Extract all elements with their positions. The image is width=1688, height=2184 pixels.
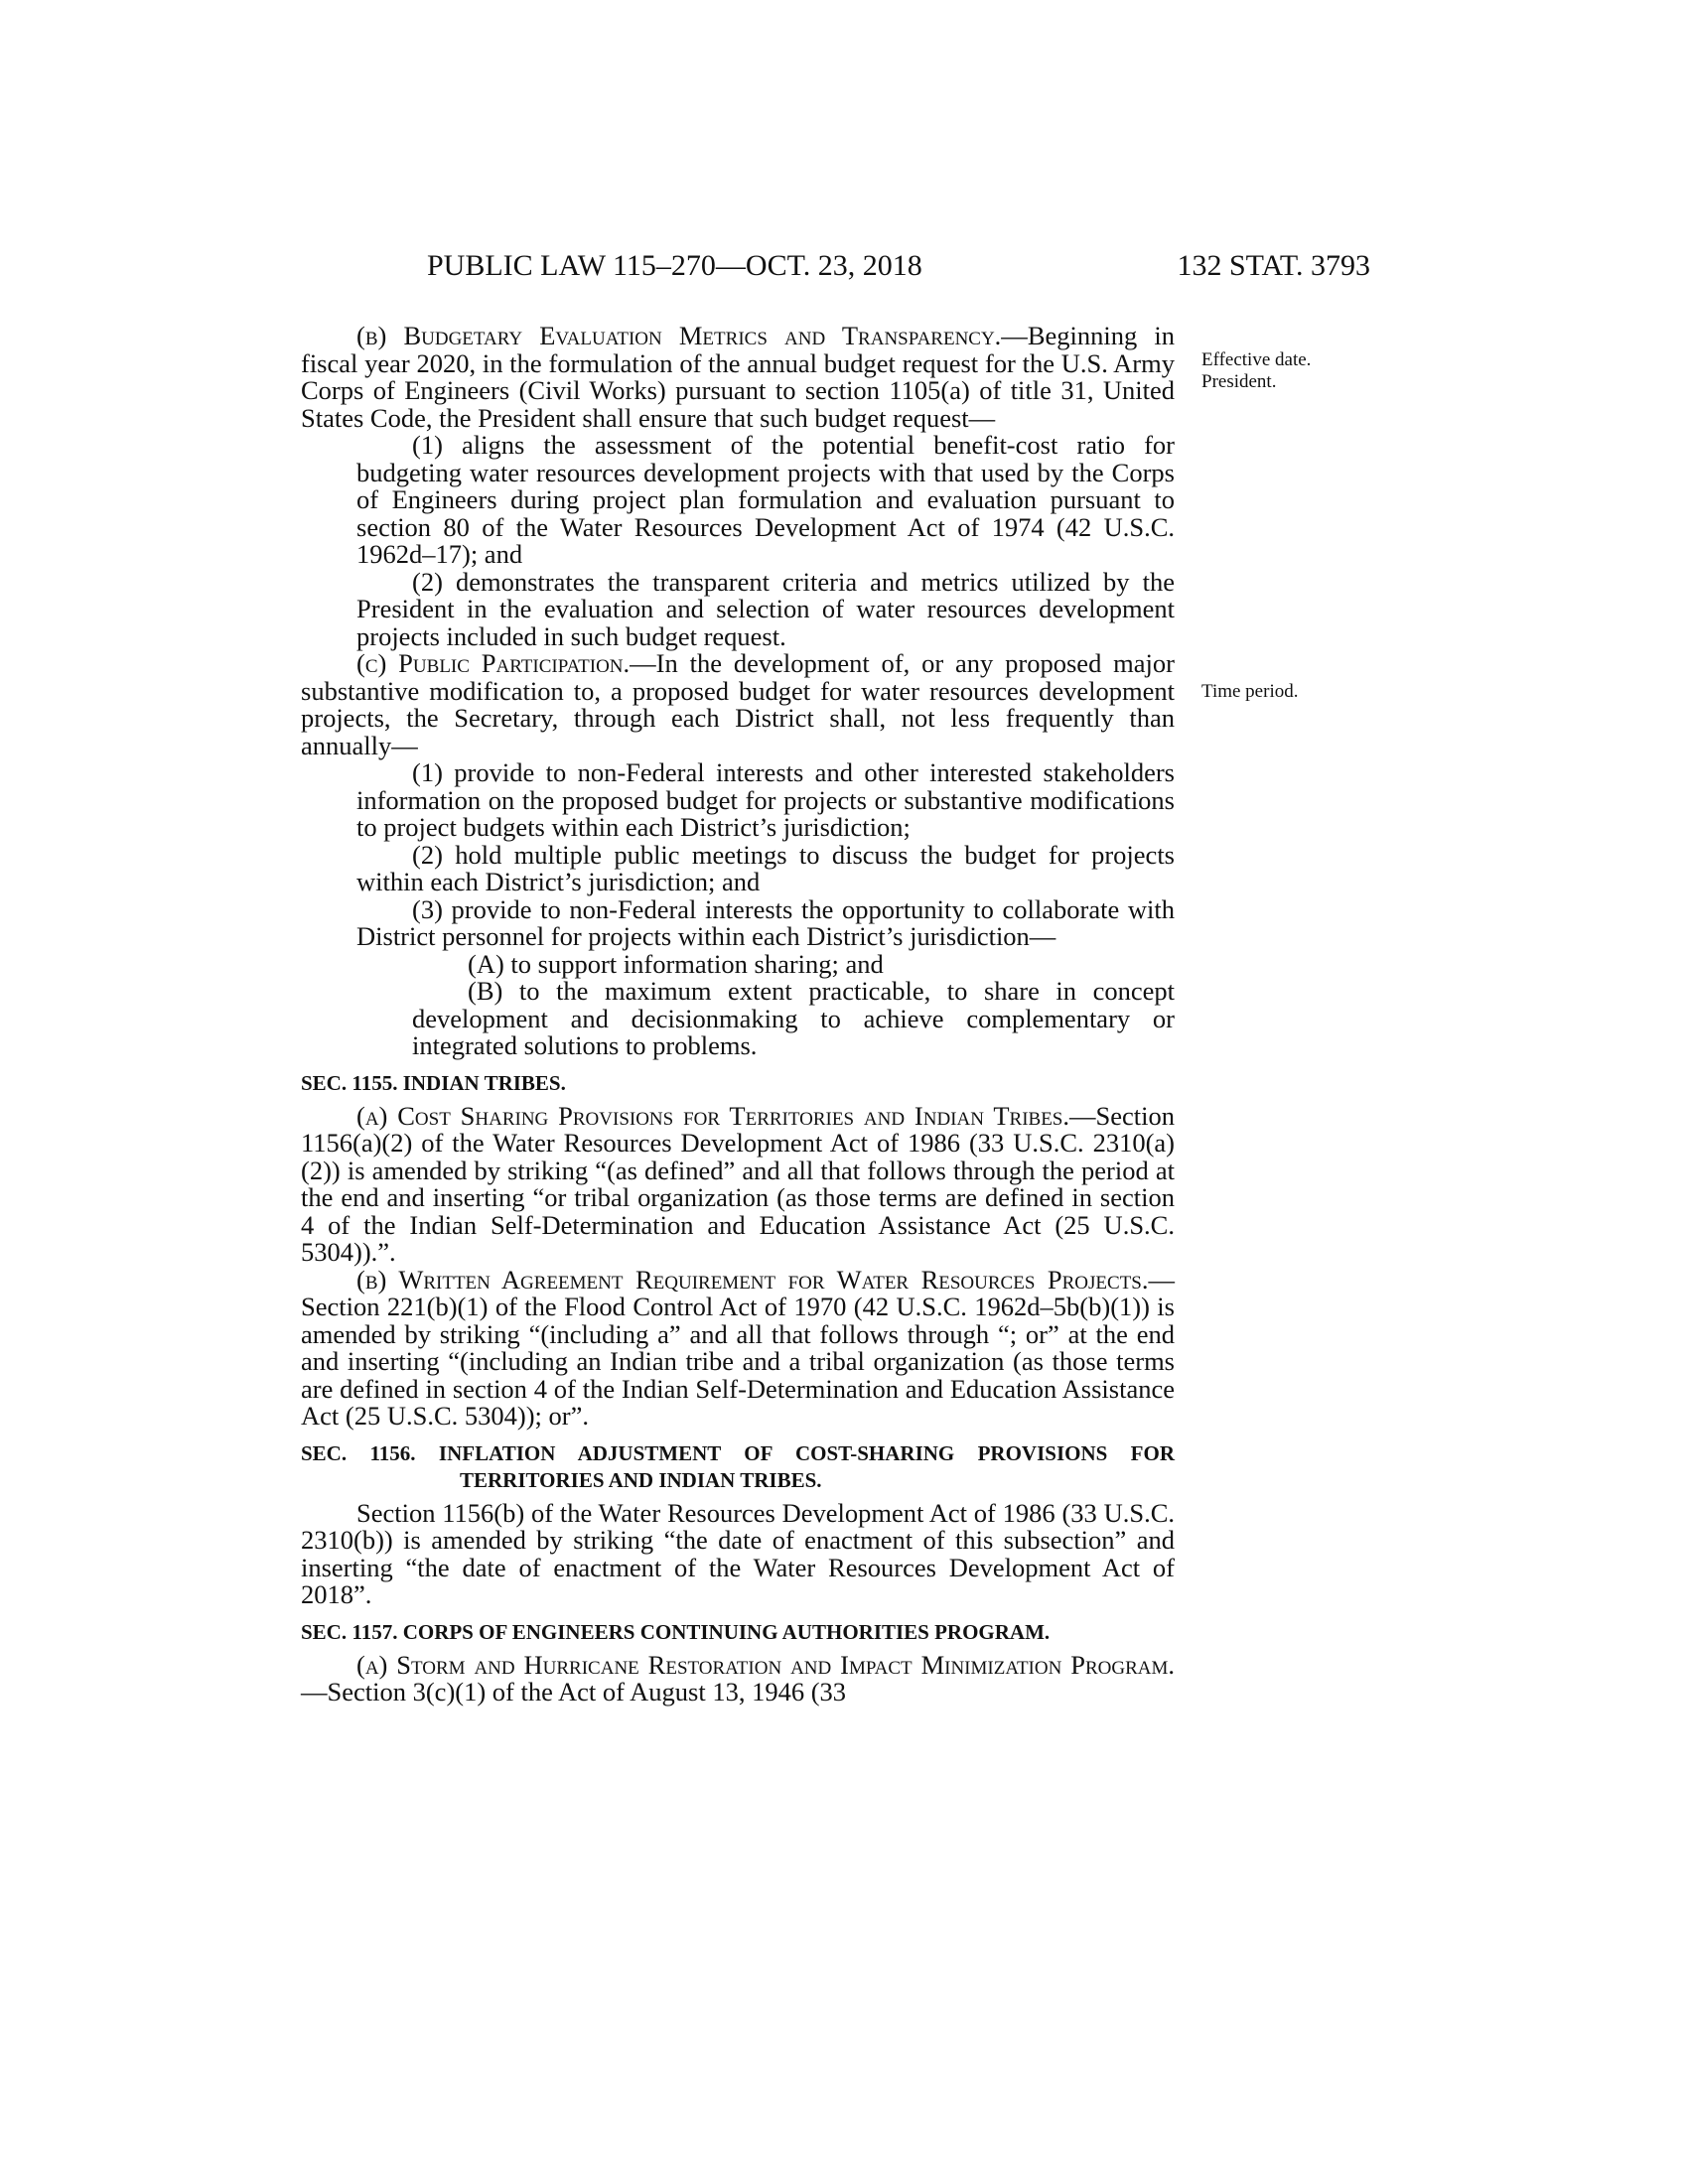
subsection-heading: (b) Budgetary Evaluation Metrics and Transparency.— bbox=[356, 321, 1028, 350]
margin-note-line: Time period. bbox=[1201, 681, 1299, 702]
subsection-heading: (a) Cost Sharing Provisions for Territories and Indian Tribes.— bbox=[356, 1100, 1096, 1131]
section-1156-text: Section 1156(b) of the Water Resources Development Act of 1986 (33 U.S.C. 2310(b)) is amended by striking “the date of enactment of this subsection” and inserting “the date of enactment of the Water Resources Development Act of 2018”. bbox=[301, 1497, 1175, 1609]
paragraph-c-2: (2) hold multiple public meetings to discuss the budget for projects within each District’s jurisdiction; and bbox=[356, 839, 1175, 896]
subsection-text: Section 1156(a)(2) of the Water Resources Development Act of 1986 (33 U.S.C. 2310(a)(2)) is amended by striking “(as defined” and all that follows through the period at the end and inserting “or tribal organization (as those terms are defined in section 4 of the Indian Self-Determination and Education Assistance Act (25 U.S.C. 5304)).”. bbox=[301, 1100, 1175, 1267]
subsection-heading: (c) Public Participation.— bbox=[356, 648, 656, 678]
section-1156-heading: SEC. 1156. INFLATION ADJUSTMENT OF COST-SHARING PROVISIONS FOR TERRITORIES AND INDIAN TRIBES. bbox=[301, 1440, 1175, 1492]
margin-note-line: Effective date. bbox=[1201, 349, 1312, 370]
page-header-stat-citation: 132 STAT. 3793 bbox=[1177, 249, 1370, 282]
subsection-text: In the development of, or any proposed major substantive modification to, a proposed budget for water resources development projects, the Secretary, through each District shall, not less frequently than annually— bbox=[301, 648, 1175, 760]
paragraph-b-2: (2) demonstrates the transparent criteria and metrics utilized by the President in the evaluation and selection of water resources development projects included in such budget request. bbox=[356, 566, 1175, 651]
section-1155-heading: SEC. 1155. INDIAN TRIBES. bbox=[301, 1070, 566, 1095]
paragraph-c-1: (1) provide to non-Federal interests and other interested stakeholders information on the proposed budget for projects or substantive modifications to project budgets within each District’s jurisdiction; bbox=[356, 757, 1175, 842]
paragraph-c-3: (3) provide to non-Federal interests the opportunity to collaborate with District personnel for projects within each District’s jurisdiction— bbox=[356, 893, 1175, 951]
document-body bbox=[301, 323, 1175, 1706]
subsection-heading: (b) Written Agreement Requirement for Water Resources Projects.— bbox=[356, 1264, 1175, 1295]
subsection-c bbox=[301, 650, 1175, 759]
subparagraph-c-3-B: (B) to the maximum extent practicable, to share in concept development and decisionmaking to achieve complementary or integrated solutions to problems. bbox=[412, 976, 1175, 1060]
section-1155-subsection-a bbox=[301, 1100, 1175, 1267]
subsection-text: Beginning in fiscal year 2020, in the formulation of the annual budget request for the U.S. Army Corps of Engineers (Civil Works) pursuant to section 1105(a) of title 31, United States Code, the President shall ensure that such budget request— bbox=[301, 321, 1175, 433]
margin-note-time-period bbox=[1201, 681, 1350, 703]
page-header bbox=[298, 249, 1370, 289]
subparagraph-c-3-A: (A) to support information sharing; and bbox=[468, 948, 884, 979]
section-1157-subsection-a bbox=[301, 1649, 1175, 1706]
subsection-text: Section 221(b)(1) of the Flood Control Act of 1970 (42 U.S.C. 1962d–5b(b)(1)) is amended by striking “(including a” and all that follows through “; or” at the end and inserting “(including an Indian tribe and a tribal organization (as those terms are defined in section 4 of the Indian Self-Determination and Education Assistance Act (25 U.S.C. 5304)); or”. bbox=[301, 1292, 1175, 1431]
paragraph-b-1: (1) aligns the assessment of the potential benefit-cost ratio for budgeting water resources development projects with that used by the Corps of Engineers during project plan formulation and evaluation pursuant to section 80 of the Water Resources Development Act of 1974 (42 U.S.C. 1962d–17); and bbox=[356, 430, 1175, 569]
margin-note-line: President. bbox=[1201, 371, 1277, 392]
subsection-b bbox=[301, 323, 1175, 432]
margin-note-effective-date bbox=[1201, 349, 1350, 393]
subsection-heading: (a) Storm and Hurricane Restoration and Impact Minimization Program.— bbox=[301, 1649, 1175, 1706]
subsection-text: Section 3(c)(1) of the Act of August 13, 1946 (33 bbox=[327, 1677, 847, 1706]
page-header-title: PUBLIC LAW 115–270—OCT. 23, 2018 bbox=[427, 249, 922, 282]
section-1155-subsection-b bbox=[301, 1264, 1175, 1431]
section-1157-heading: SEC. 1157. CORPS OF ENGINEERS CONTINUING AUTHORITIES PROGRAM. bbox=[301, 1619, 1051, 1644]
